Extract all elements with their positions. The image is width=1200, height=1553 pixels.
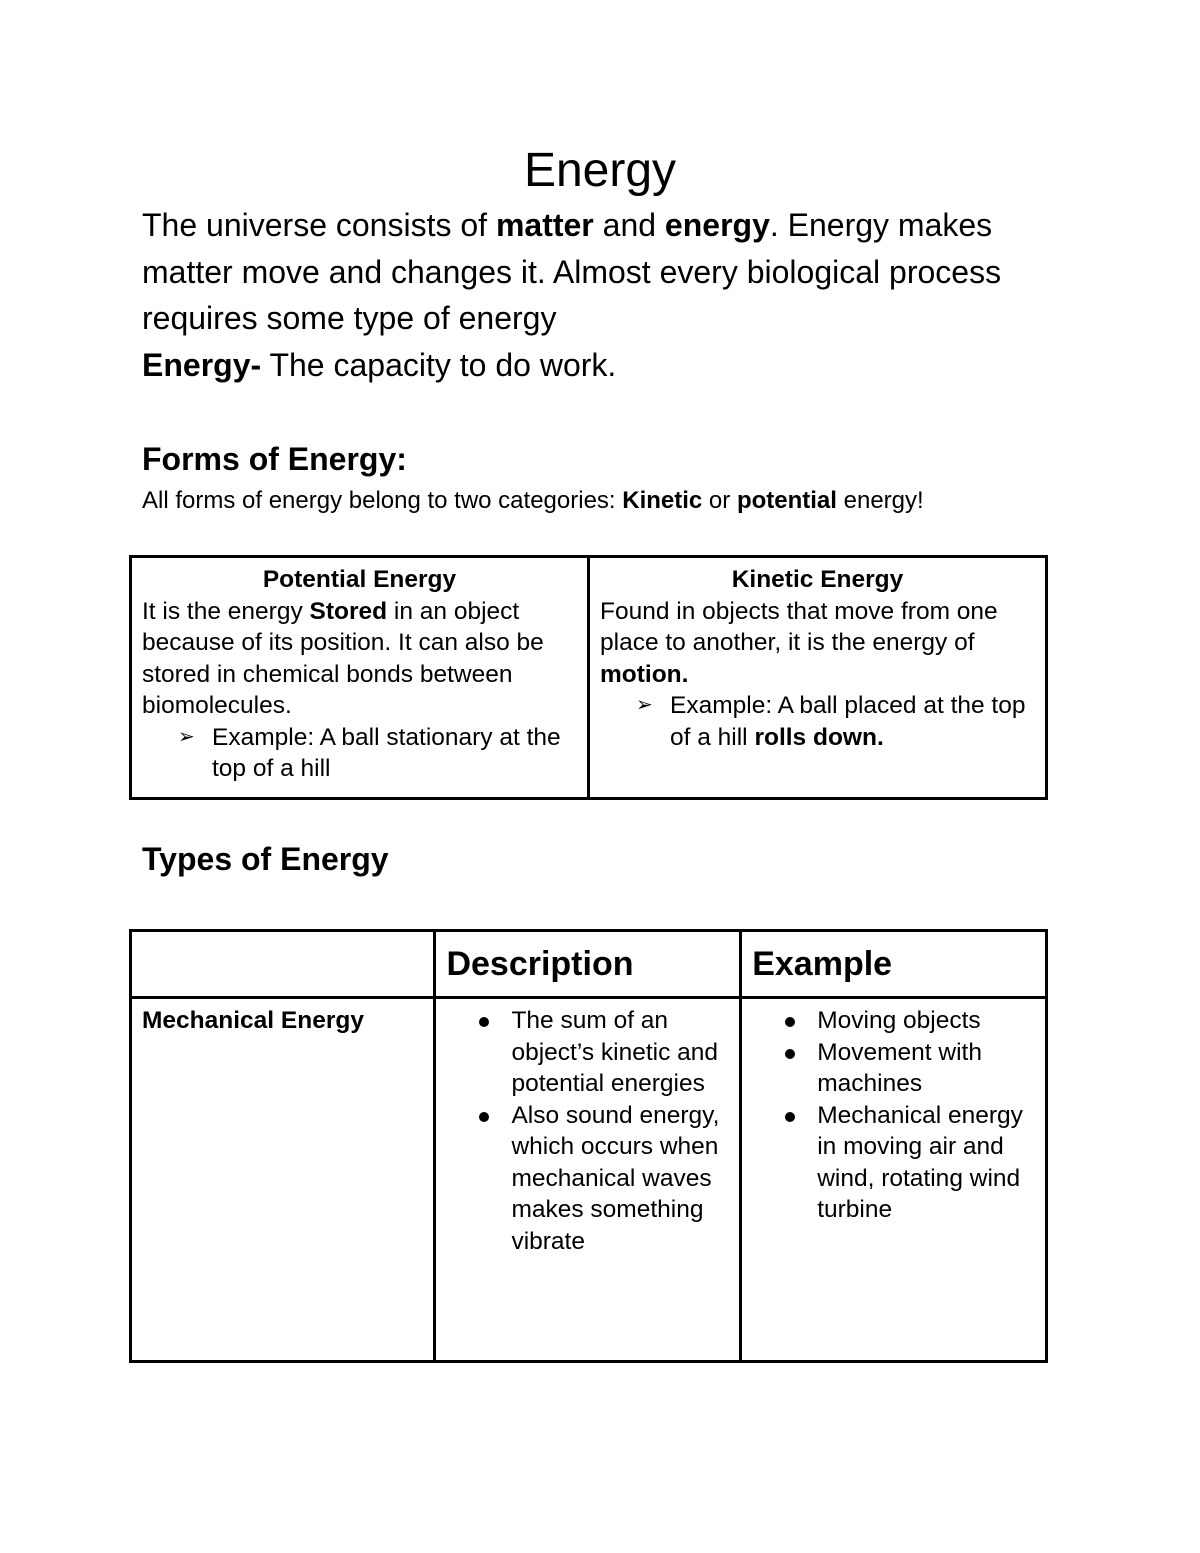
arrow-bullet-icon: ➢	[636, 694, 653, 716]
bullet-icon	[479, 1017, 489, 1027]
kinetic-energy-cell	[589, 557, 1047, 799]
list-item-text: Also sound energy, which occurs when mechanical waves makes something vibrate	[511, 1101, 720, 1255]
example-list	[752, 1005, 1035, 1226]
intro-bold-energy: energy	[664, 207, 770, 243]
types-heading: Types of Energy	[142, 841, 389, 877]
forms-sub-text: All forms of energy belong to two categories:	[142, 487, 623, 514]
list-item	[817, 1100, 1035, 1226]
bullet-icon	[785, 1049, 795, 1059]
row-label-mechanical-energy: Mechanical Energy	[131, 998, 435, 1362]
list-item-text: Mechanical energy in moving air and wind, rotating wind turbine	[817, 1101, 1023, 1223]
mechanical-example-cell	[741, 998, 1047, 1362]
kinetic-energy-heading: Kinetic Energy	[731, 566, 904, 593]
table-row	[131, 998, 1047, 1362]
potential-text-part: in an object because of its position. It can also be stored in chemical bonds between biomolecules.	[142, 597, 544, 719]
potential-energy-cell	[131, 557, 589, 799]
definition-text: The capacity to do work.	[261, 346, 617, 383]
types-col-header-empty	[131, 931, 435, 998]
forms-heading: Forms of Energy:	[142, 441, 407, 477]
arrow-bullet-icon: ➢	[178, 725, 195, 748]
potential-text-part: It is the energy	[142, 597, 310, 625]
intro-text-part: The universe consists of	[142, 207, 496, 243]
potential-example	[142, 722, 577, 785]
types-col-header-example: Example	[741, 931, 1047, 998]
list-item	[817, 1005, 1035, 1037]
forms-table	[129, 555, 1048, 800]
intro-text-part: . Energy makes matter move and changes it. Almost every biological process requires some type of energy	[142, 207, 1002, 336]
intro-paragraph	[142, 202, 1072, 388]
kinetic-example-bold: rolls down.	[754, 723, 884, 751]
forms-table-row	[131, 557, 1047, 799]
list-item-text: Moving objects	[817, 1007, 981, 1034]
list-item	[511, 1100, 729, 1258]
list-item	[511, 1005, 729, 1100]
forms-sub-text: or	[702, 487, 737, 514]
kinetic-example-text: Example: A ball placed at the top of a hill	[670, 692, 1026, 751]
kinetic-example	[600, 690, 1035, 753]
forms-sub-potential: potential	[736, 487, 837, 514]
list-item-text: Movement with machines	[817, 1038, 982, 1097]
intro-bold-matter: matter	[495, 207, 594, 243]
types-table	[129, 929, 1048, 1363]
types-table-header-row	[131, 931, 1047, 998]
intro-text	[142, 202, 1072, 342]
forms-sub-kinetic: Kinetic	[622, 487, 703, 514]
potential-energy-heading: Potential Energy	[262, 566, 457, 593]
list-item-text: The sum of an object’s kinetic and potential energies	[511, 1007, 719, 1097]
potential-energy-text	[142, 596, 577, 722]
kinetic-energy-text	[600, 596, 1035, 691]
potential-bold-stored: Stored	[309, 597, 388, 625]
bullet-icon	[785, 1017, 795, 1027]
page-title: Energy	[523, 144, 677, 197]
kinetic-text-part: Found in objects that move from one place to another, it is the energy of	[600, 597, 998, 656]
mechanical-description-cell	[435, 998, 741, 1362]
description-list	[446, 1005, 729, 1257]
list-item	[817, 1037, 1035, 1100]
forms-sub-text: energy!	[836, 487, 924, 514]
bullet-icon	[785, 1112, 795, 1122]
energy-definition	[142, 342, 1072, 389]
forms-subtitle	[142, 484, 1102, 518]
definition-term: Energy-	[142, 346, 262, 383]
kinetic-bold-motion: motion.	[600, 660, 689, 688]
types-col-header-description: Description	[435, 931, 741, 998]
potential-example-text: Example: A ball stationary at the top of a hill	[212, 723, 561, 782]
bullet-icon	[479, 1112, 489, 1122]
intro-text-part: and	[593, 207, 665, 243]
